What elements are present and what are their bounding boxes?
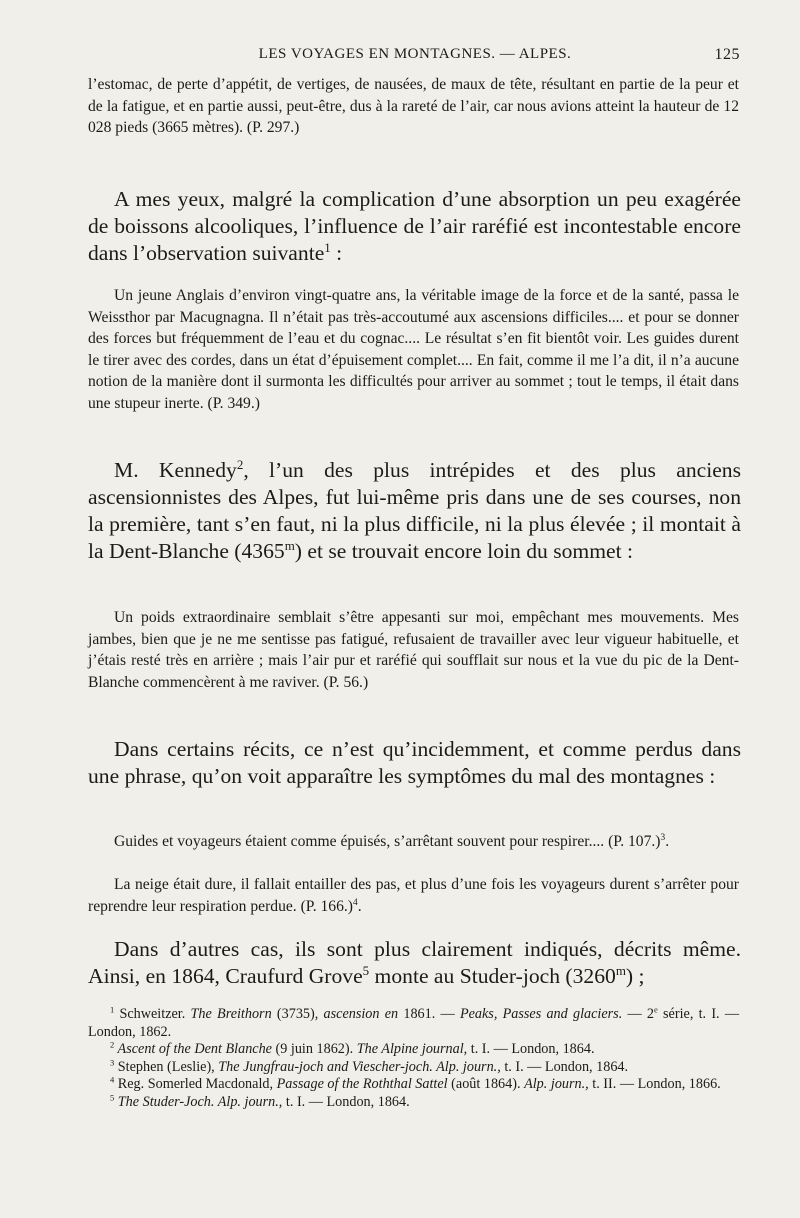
footnote-3: $^3$ Stephen (Leslie), The Jungfrau-joch and Viescher-joch. Alp. journ., t. I. — London, 1864.	[110, 1056, 629, 1075]
footnote-ref-1: 1	[324, 239, 331, 255]
paragraph-kennedy: M. Kennedy$^2$, l’un des plus intrépides et des plus anciens ascensionnistes des Alpes, fut lui-même pris dans une de ses courses, non la première, tant s’en faut, ni la plus difficile, ni la plus élevée ; il montait à la Dent-Blanche (4365$^m$) et se trouvait encore loin du sommet :	[88, 456, 741, 563]
footnote-ref-4: 4	[353, 897, 358, 908]
page-number: 125	[714, 46, 740, 63]
paragraph-clearly-indicated: Dans d’autres cas, ils sont plus clairement indiqués, décrits même. Ainsi, en 1864, Craufurd Grove$^5$ monte au Studer-joch (3260$^m$) ;	[88, 937, 741, 988]
footnote-ref-3: 3	[660, 832, 666, 843]
running-title: LES VOYAGES EN MONTAGNES. — ALPES.	[258, 46, 572, 62]
footnote-1: $^1$ Schweitzer. The Breithorn (3735), ascension en 1861. — Peaks, Passes and glaciers. — 2e série, t. I. — London, 1862.	[88, 1004, 740, 1040]
paragraph-incidental-symptoms: Dans certains récits, ce n’est qu’incidemment, et comme perdus dans une phrase, qu’on voit apparaître les symptômes du mal des montagnes :	[88, 737, 741, 788]
unit-metres: m	[615, 962, 626, 978]
running-header	[90, 46, 740, 68]
quotation-young-englishman: Un jeune Anglais d’environ vingt-quatre ans, la véritable image de la force et de la santé, passa le Weissthor par Macugnagna. Il n’était pas très-accoutumé aux ascensions difficiles.... et pour se donner des forces but fréquemment de l’eau et du cognac.... Le résultat s’en fit bientôt voir. Les guides durent le tirer avec des cordes, dans un état d’épuisement complet.... En fait, comme il me l’a dit, il n’a aucune notion de la manière dont il surmonta les difficultés pour arriver au sommet ; tout le temps, il était dans une stupeur inerte. (P. 349.)	[88, 287, 739, 412]
quotation-snow-hard: La neige était dure, il fallait entailler des pas, et plus d’une fois les voyageurs durent s’arrêter pour reprendre leur respiration perdue. (P. 166.)$^4$.	[88, 876, 739, 915]
unit-metres: m	[284, 537, 295, 553]
footnote-ref-5: 5	[362, 962, 370, 978]
footnote-2: $^2$ Ascent of the Dent Blanche (9 juin 1862). The Alpine journal, t. I. — London, 1864.	[110, 1039, 595, 1057]
paragraph-continued: l’estomac, de perte d’appétit, de vertiges, de nausées, de maux de tête, résultant en partie de la peur et de la fatigue, et en partie aussi, peut-être, dus à la rareté de l’air, car nous avions atteint la hauteur de 12 028 pieds (3665 mètres). (P. 297.)	[88, 76, 739, 137]
footnote-ref-2: 2	[236, 456, 244, 472]
footnote-4: $^4$ Reg. Somerled Macdonald, Passage of the Roththal Sattel (août 1864). Alp. journ., t. II. — London, 1866.	[110, 1074, 721, 1092]
paragraph-observation-intro: A mes yeux, malgré la complication d’une absorption un peu exagérée de boissons alcooliques, l’influence de l’air raréfié est incontestable encore dans l’observation suivante$^1$ :	[88, 187, 741, 265]
quotation-kennedy: Un poids extraordinaire semblait s’être appesanti sur moi, empêchant mes mouvements. Mes jambes, bien que je ne me sentisse pas fatigué, refusaient de travailler avec leur vigueur habituelle, et j’étais resté très en arrière ; mais l’air pur et raréfié qui soufflait sur nous et la vue du pic de la Dent-Blanche commencèrent à me raviver. (P. 56.)	[88, 609, 739, 691]
footnotes	[88, 1006, 739, 1111]
quotation-guides-exhausted: Guides et voyageurs étaient comme épuisés, s’arrêtant souvent pour respirer.... (P. 107.)$^3$.	[114, 832, 670, 850]
footnote-5: $^5$ The Studer-Joch. Alp. journ., t. I. — London, 1864.	[110, 1091, 410, 1110]
